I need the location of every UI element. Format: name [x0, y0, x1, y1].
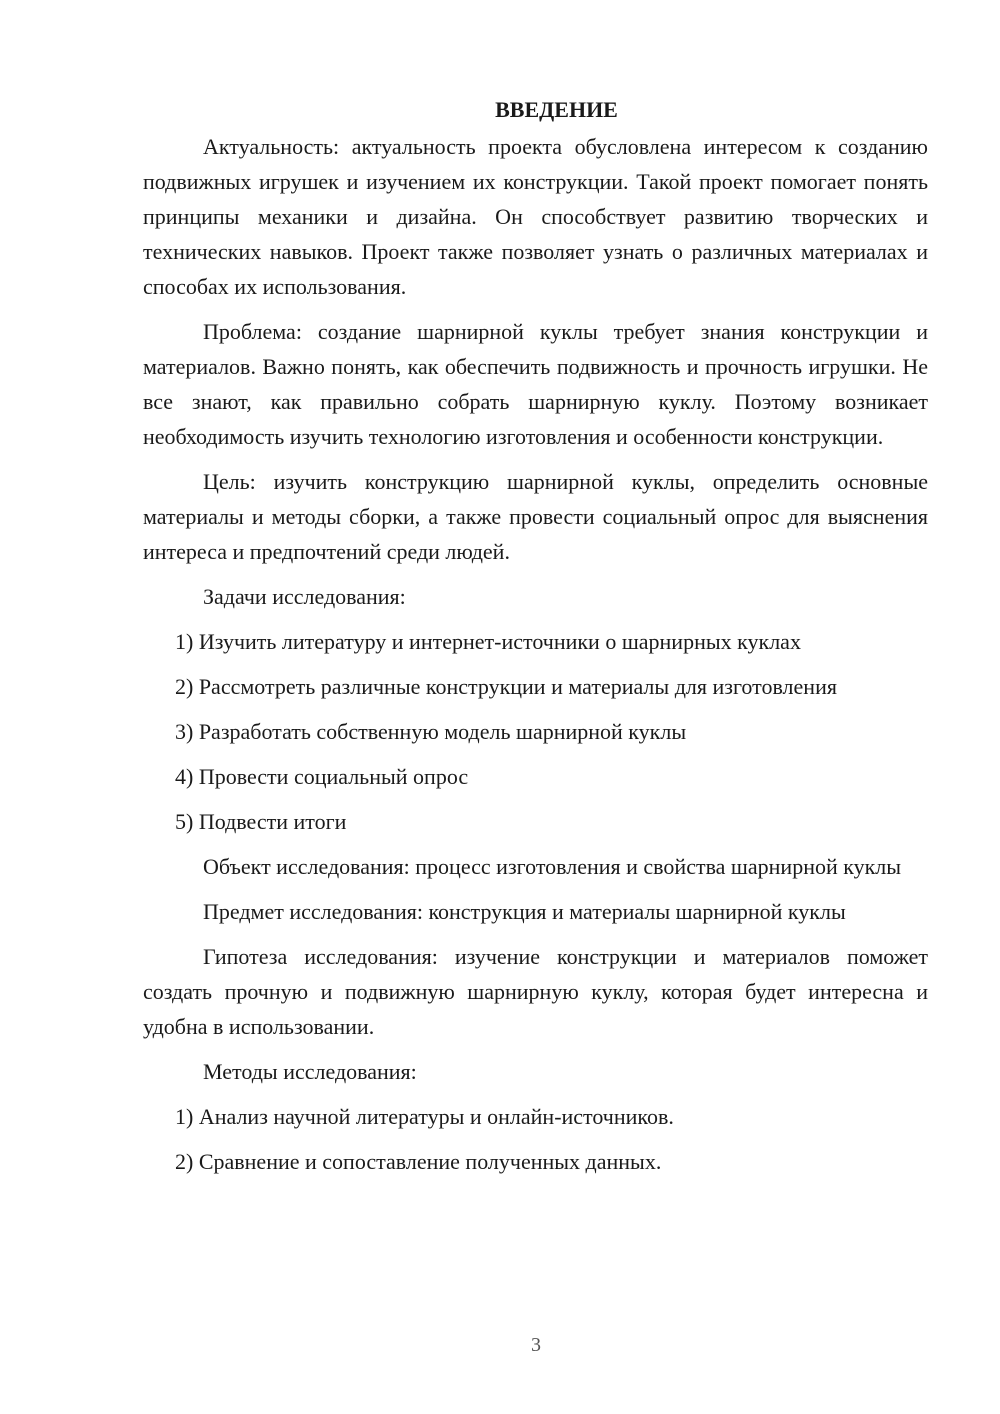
problem-paragraph: Проблема: создание шарнирной куклы требует знания конструкции и материалов. Важно понять, как обеспечить подвижность и прочность игрушки. Не все знают, как правильно собрать шарнирную куклу. Поэтому возникает необходимость изучить технологию изготовления и особенности конструкции. — [143, 319, 928, 449]
relevance-paragraph: Актуальность: актуальность проекта обусловлена интересом к созданию подвижных игрушек и изучением их конструкции. Такой проект помогает понять принципы механики и дизайна. Он способствует развитию творческих и технических навыков. Проект также позволяет узнать о различных материалах и способах их использования. — [143, 134, 928, 299]
document-page — [143, 92, 928, 1189]
tasks-label: Задачи исследования: — [203, 584, 406, 609]
list-item: 4) Провести социальный опрос — [175, 764, 469, 789]
list-item: 1) Изучить литературу и интернет-источники о шарнирных куклах — [175, 629, 801, 654]
tasks-list — [143, 624, 928, 839]
goal-paragraph: Цель: изучить конструкцию шарнирной куклы, определить основные материалы и методы сборки, а также провести социальный опрос для выяснения интереса и предпочтений среди людей. — [143, 469, 928, 564]
hypothesis-paragraph: Гипотеза исследования: изучение конструкции и материалов поможет создать прочную и подвижную шарнирную куклу, которая будет интересна и удобна в использовании. — [143, 944, 928, 1039]
list-item: 5) Подвести итоги — [175, 809, 347, 834]
subject-paragraph: Предмет исследования: конструкция и материалы шарнирной куклы — [203, 899, 846, 924]
list-item: 2) Сравнение и сопоставление полученных данных. — [175, 1149, 662, 1174]
object-paragraph: Объект исследования: процесс изготовления и свойства шарнирной куклы — [203, 854, 902, 879]
list-item: 3) Разработать собственную модель шарнирной куклы — [175, 719, 687, 744]
page-title: ВВЕДЕНИЕ — [495, 97, 618, 122]
list-item: 1) Анализ научной литературы и онлайн-источников. — [175, 1104, 674, 1129]
methods-list — [143, 1099, 928, 1179]
page-number: 3 — [531, 1334, 541, 1356]
methods-label: Методы исследования: — [203, 1059, 417, 1084]
list-item: 2) Рассмотреть различные конструкции и материалы для изготовления — [175, 674, 837, 699]
